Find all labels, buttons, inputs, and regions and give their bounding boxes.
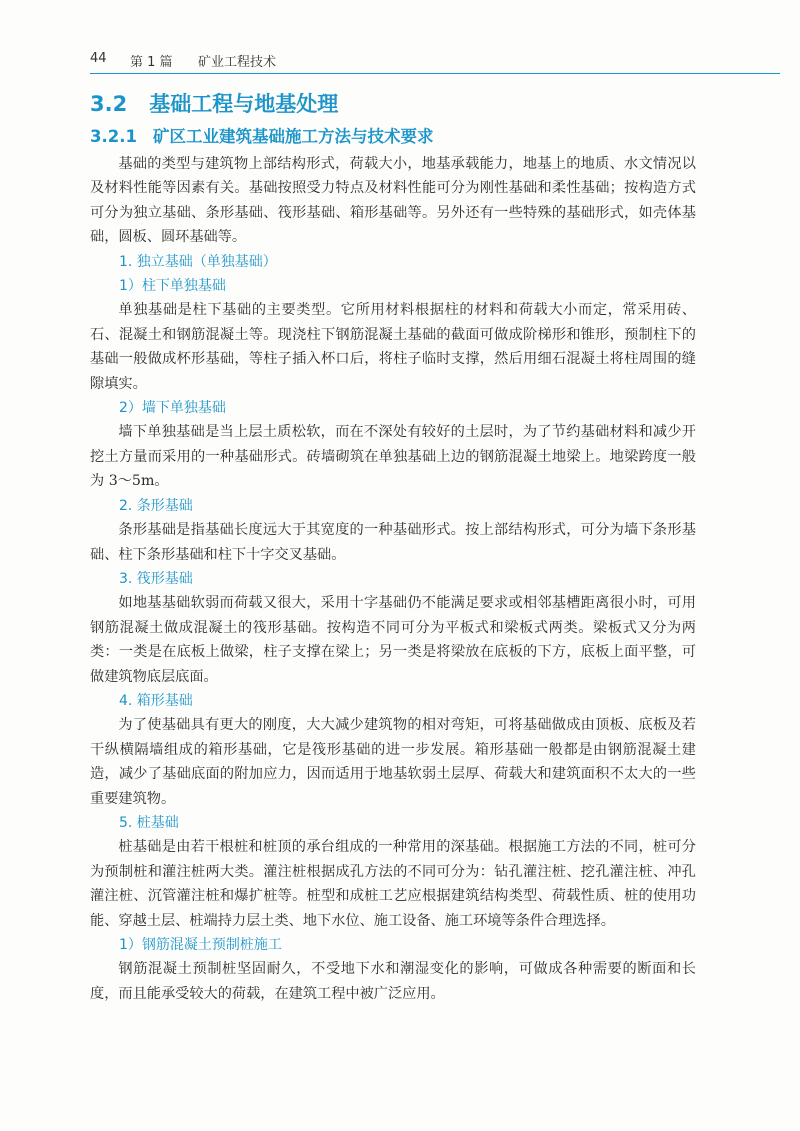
heading-wall-footing: 2）墙下单独基础	[119, 400, 226, 417]
heading-pile-foundation: 5. 桩基础	[119, 814, 179, 831]
section-number: 3.2	[90, 92, 128, 116]
heading-precast-pile: 1）钢筋混凝土预制桩施工	[119, 937, 282, 953]
heading-raft-foundation: 3. 筏形基础	[119, 570, 193, 587]
paragraph-strip-foundation: 条形基础是指基础长度远大于其宽度的一种基础形式。按上部结构形式，可分为墙下条形基础、柱下条形基础和柱下十字交叉基础。	[90, 522, 696, 563]
section-title: 基础工程与地基处理	[149, 92, 339, 116]
subsection-number: 3.2.1	[90, 127, 137, 146]
heading-isolated-footing: 1. 独立基础（单独基础）	[119, 253, 277, 270]
paragraph-wall-footing: 墙下单独基础是当上层土质松软，而在不深处有较好的土层时，为了节约基础材料和减少开挖土方量而采用的一种基础形式。砖墙砌筑在单独基础上边的钢筋混凝土地梁上。地梁跨度一般为 3～5m。	[90, 424, 696, 490]
running-header	[90, 48, 780, 72]
paragraph-box-foundation: 为了使基础具有更大的刚度，大大减少建筑物的相对弯矩，可将基础做成由顶板、底板及若干纵横隔墙组成的箱形基础，它是筏形基础的进一步发展。箱形基础一般都是由钢筋混凝土建造，减少了基础底面的附加应力，因而适用于地基软弱土层厚、荷载大和建筑面积不太大的一些重要建筑物。	[90, 717, 696, 807]
paragraph-raft-foundation: 如地基基础软弱而荷载又很大，采用十字基础仍不能满足要求或相邻基槽距离很小时，可用钢筋混凝土做成混凝土的筏形基础。按构造不同可分为平板式和梁板式两类。梁板式又分为两类：一类是在底板上做梁，柱子支撑在梁上；另一类是将梁放在底板的下方，底板上面平整，可做建筑物底层底面。	[90, 595, 696, 685]
heading-column-footing: 1）柱下单独基础	[119, 278, 226, 295]
part-label: 第 1 篇	[130, 55, 173, 70]
intro-paragraph: 基础的类型与建筑物上部结构形式，荷载大小，地基承载能力，地基上的地质、水文情况以及材料性能等因素有关。基础按照受力特点及材料性能可分为刚性基础和柔性基础；按构造方式可分为独立基础、条形基础、筏形基础、箱形基础等。另外还有一些特殊的基础形式，如壳体基础，圆板、圆环基础等。	[90, 156, 696, 246]
page-number: 44	[90, 51, 107, 66]
book-title: 矿业工程技术	[198, 55, 277, 70]
section-heading	[90, 88, 338, 118]
heading-strip-foundation: 2. 条形基础	[119, 497, 193, 514]
subsection-title: 矿区工业建筑基础施工方法与技术要求	[152, 127, 434, 146]
paragraph-pile-foundation: 桩基础是由若干根桩和桩顶的承台组成的一种常用的深基础。根据施工方法的不同，桩可分为预制桩和灌注桩两大类。灌注桩根据成孔方法的不同可分为：钻孔灌注桩、挖孔灌注桩、冲孔灌注桩、沉管灌注桩和爆扩桩等。桩型和成桩工艺应根据建筑结构类型、荷载性质、桩的使用功能、穿越土层、桩端持力层土类、地下水位、施工设备、施工环境等条件合理选择。	[90, 839, 696, 929]
heading-box-foundation: 4. 箱形基础	[119, 692, 193, 709]
body-text	[90, 152, 696, 1006]
header-rule	[90, 73, 780, 74]
paragraph-column-footing: 单独基础是柱下基础的主要类型。它所用材料根据柱的材料和荷载大小而定，常采用砖、石、混凝土和钢筋混凝土等。现浇柱下钢筋混凝土基础的截面可做成阶梯形和锥形，预制柱下的基础一般做成杯形基础，等柱子插入杯口后，将柱子临时支撑，然后用细石混凝土将柱周围的缝隙填实。	[90, 302, 696, 392]
subsection-heading	[90, 123, 433, 147]
paragraph-precast-pile: 钢筋混凝土预制桩坚固耐久，不受地下水和潮湿变化的影响，可做成各种需要的断面和长度，而且能承受较大的荷载，在建筑工程中被广泛应用。	[90, 961, 696, 1002]
